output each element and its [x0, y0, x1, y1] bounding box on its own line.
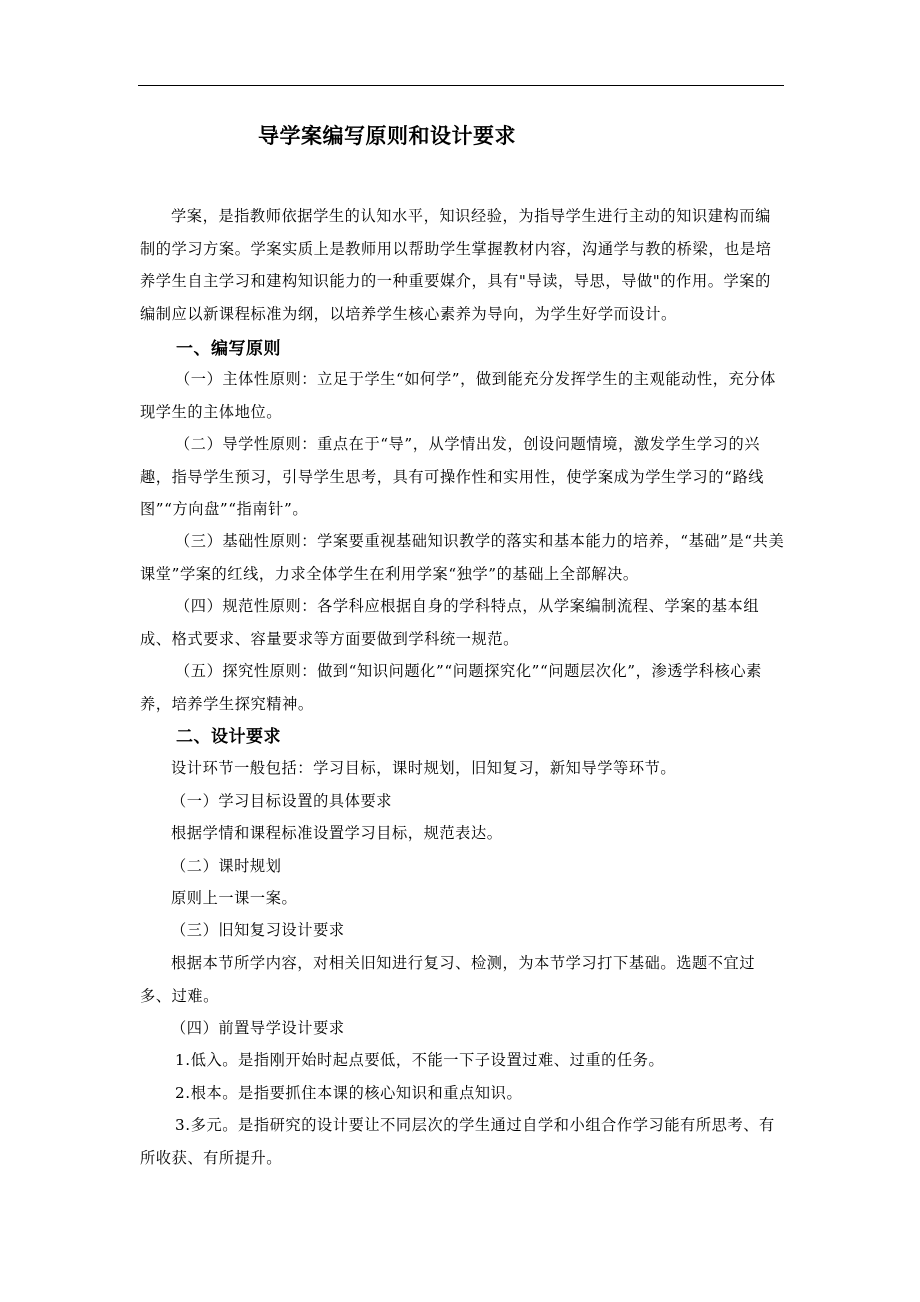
principle-item: （一）主体性原则：立足于学生“如何学”，做到能充分发挥学生的主观能动性，充分体现学生的主体地位。 — [140, 370, 776, 421]
intro-paragraph: 学案，是指教师依据学生的认知水平，知识经验，为指导学生进行主动的知识建构而编制的学习方案。学案实质上是教师用以帮助学生掌握教材内容，沟通学与教的桥梁，也是培养学生自主学习和建构知识能力的一种重要媒介，具有"导读，导思，导做"的作用。学案的编制应以新课程标准为纲，以培养学生核心素养为导向，为学生好学而设计。 — [140, 207, 772, 323]
section-heading-design: 二、设计要求 — [176, 727, 281, 747]
subsection-title: （一）学习目标设置的具体要求 — [171, 792, 393, 810]
subsection-body: 根据学情和课程标准设置学习目标，规范表达。 — [171, 824, 503, 842]
subsection-title: （三）旧知复习设计要求 — [171, 921, 345, 939]
principle-item: （三）基础性原则：学案要重视基础知识教学的落实和基本能力的培养，“基础”是“共美课堂”学案的红线，力求全体学生在利用学案“独学”的基础上全部解决。 — [140, 532, 785, 583]
principle-item: （五）探究性原则：做到“知识问题化”“问题探究化”“问题层次化”，渗透学科核心素养，培养学生探究精神。 — [140, 662, 762, 713]
subsection-title: （四）前置导学设计要求 — [171, 1019, 345, 1037]
requirement-item: 1.低入。是指刚开始时起点要低，不能一下子设置过难、过重的任务。 — [175, 1051, 665, 1069]
design-lead: 设计环节一般包括：学习目标，课时规划，旧知复习，新知导学等环节。 — [171, 759, 677, 777]
subsection-title: （二）课时规划 — [171, 857, 282, 875]
requirement-item: 2.根本。是指要抓住本课的核心知识和重点知识。 — [175, 1084, 523, 1102]
subsection-body: 根据本节所学内容，对相关旧知进行复习、检测，为本节学习打下基础。选题不宜过多、过难。 — [140, 954, 756, 1005]
section-heading-principles: 一、编写原则 — [176, 339, 281, 359]
header-rule — [138, 85, 784, 86]
subsection-body: 原则上一课一案。 — [171, 889, 298, 907]
principle-item: （二）导学性原则：重点在于“导”，从学情出发，创设问题情境，激发学生学习的兴趣，指导学生预习，引导学生思考，具有可操作性和实用性，使学案成为学生学习的“路线图”“方向盘”“指南针”。 — [140, 435, 765, 518]
requirement-item: 3.多元。是指研究的设计要让不同层次的学生通过自学和小组合作学习能有所思考、有所收获、有所提升。 — [140, 1116, 775, 1167]
document-title: 导学案编写原则和设计要求 — [258, 123, 516, 148]
principle-item: （四）规范性原则：各学科应根据自身的学科特点，从学案编制流程、学案的基本组成、格式要求、容量要求等方面要做到学科统一规范。 — [140, 597, 760, 648]
